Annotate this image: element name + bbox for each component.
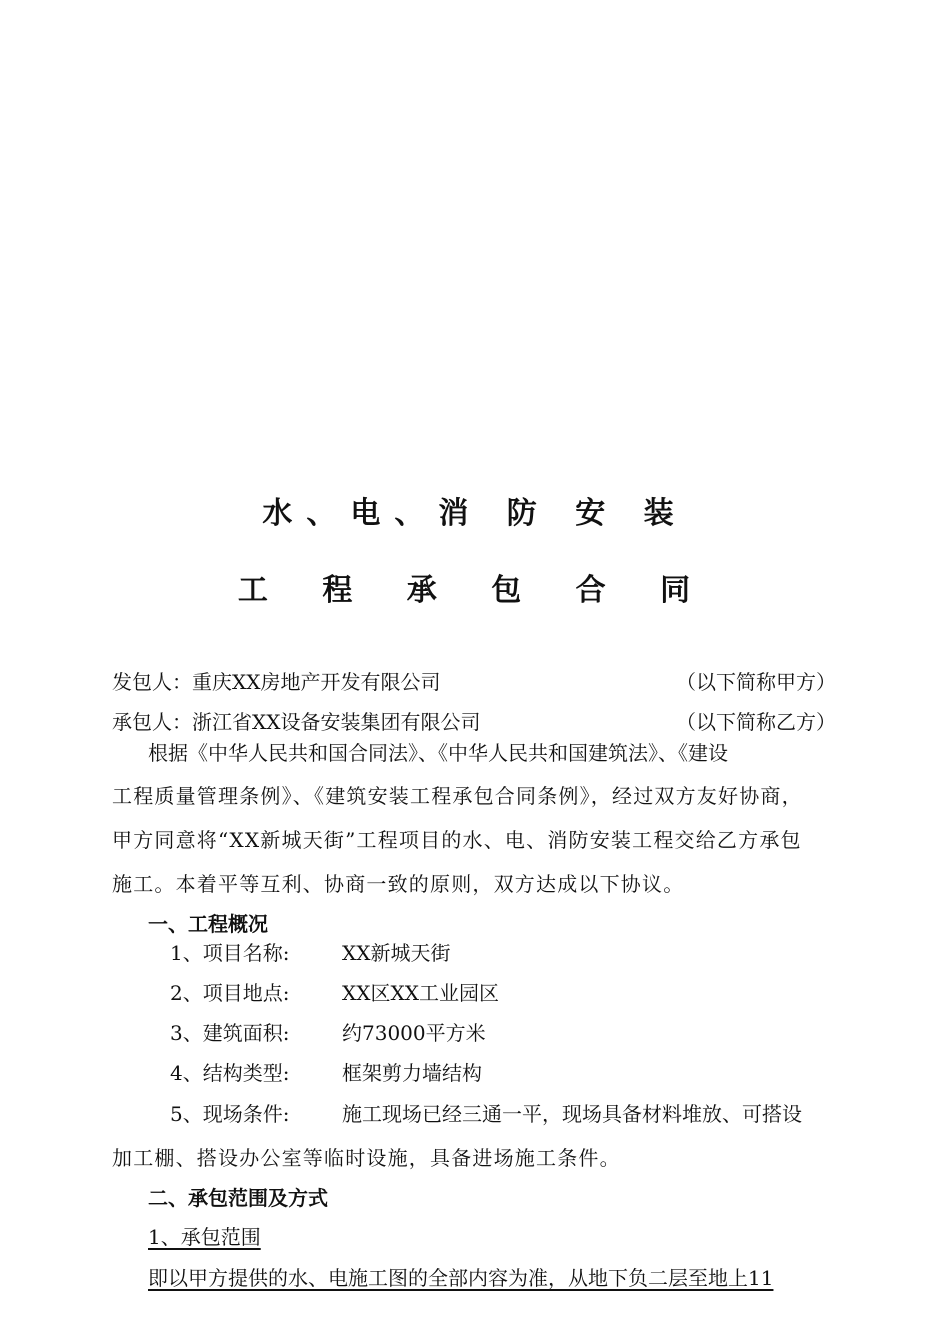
- item-label-structure-type: 4、结构类型:: [170, 1061, 290, 1085]
- intro-line-2: 工程质量管理条例》、《建筑安装工程承包合同条例》，经过双方友好协商，: [112, 784, 803, 808]
- item-value-building-area: 约73000平方米: [342, 1021, 486, 1045]
- item-label-project-name: 1、项目名称:: [170, 941, 290, 965]
- document-title-line2: 工 程 承 包 合 同: [237, 573, 713, 608]
- intro-line-3: 甲方同意将“XX新城天街”工程项目的水、电、消防安装工程交给乙方承包: [112, 828, 802, 852]
- item-value-project-name: XX新城天街: [342, 941, 451, 965]
- site-conditions-continuation: 加工棚、搭设办公室等临时设施，具备进场施工条件。: [112, 1146, 621, 1170]
- intro-line-1: 根据《中华人民共和国合同法》、《中华人民共和国建筑法》、《建设: [148, 741, 728, 765]
- employer-note: （以下简称甲方）: [676, 670, 836, 694]
- scope-line-1: 即以甲方提供的水、电施工图的全部内容为准，从地下负二层至地上11: [148, 1266, 774, 1290]
- document-title-line1: 水、电、消 防 安 装: [262, 496, 688, 531]
- item-label-project-location: 2、项目地点:: [170, 981, 290, 1005]
- contractor-label: 承包人：浙江省XX设备安装集团有限公司: [112, 710, 481, 734]
- employer-label: 发包人：重庆XX房地产开发有限公司: [112, 670, 441, 694]
- section1-heading: 一、工程概况: [148, 912, 268, 936]
- item-label-building-area: 3、建筑面积:: [170, 1021, 290, 1045]
- section2-heading: 二、承包范围及方式: [148, 1186, 328, 1210]
- intro-line-4: 施工。本着平等互利、协商一致的原则，双方达成以下协议。: [112, 872, 685, 896]
- item-value-structure-type: 框架剪力墙结构: [342, 1061, 482, 1085]
- item-value-project-location: XX区XX工业园区: [342, 981, 499, 1005]
- item-label-site-conditions: 5、现场条件:: [170, 1102, 290, 1126]
- scope-subheading: 1、承包范围: [148, 1225, 261, 1249]
- item-value-site-conditions: 施工现场已经三通一平，现场具备材料堆放、可搭设: [342, 1102, 802, 1126]
- contractor-note: （以下简称乙方）: [676, 710, 836, 734]
